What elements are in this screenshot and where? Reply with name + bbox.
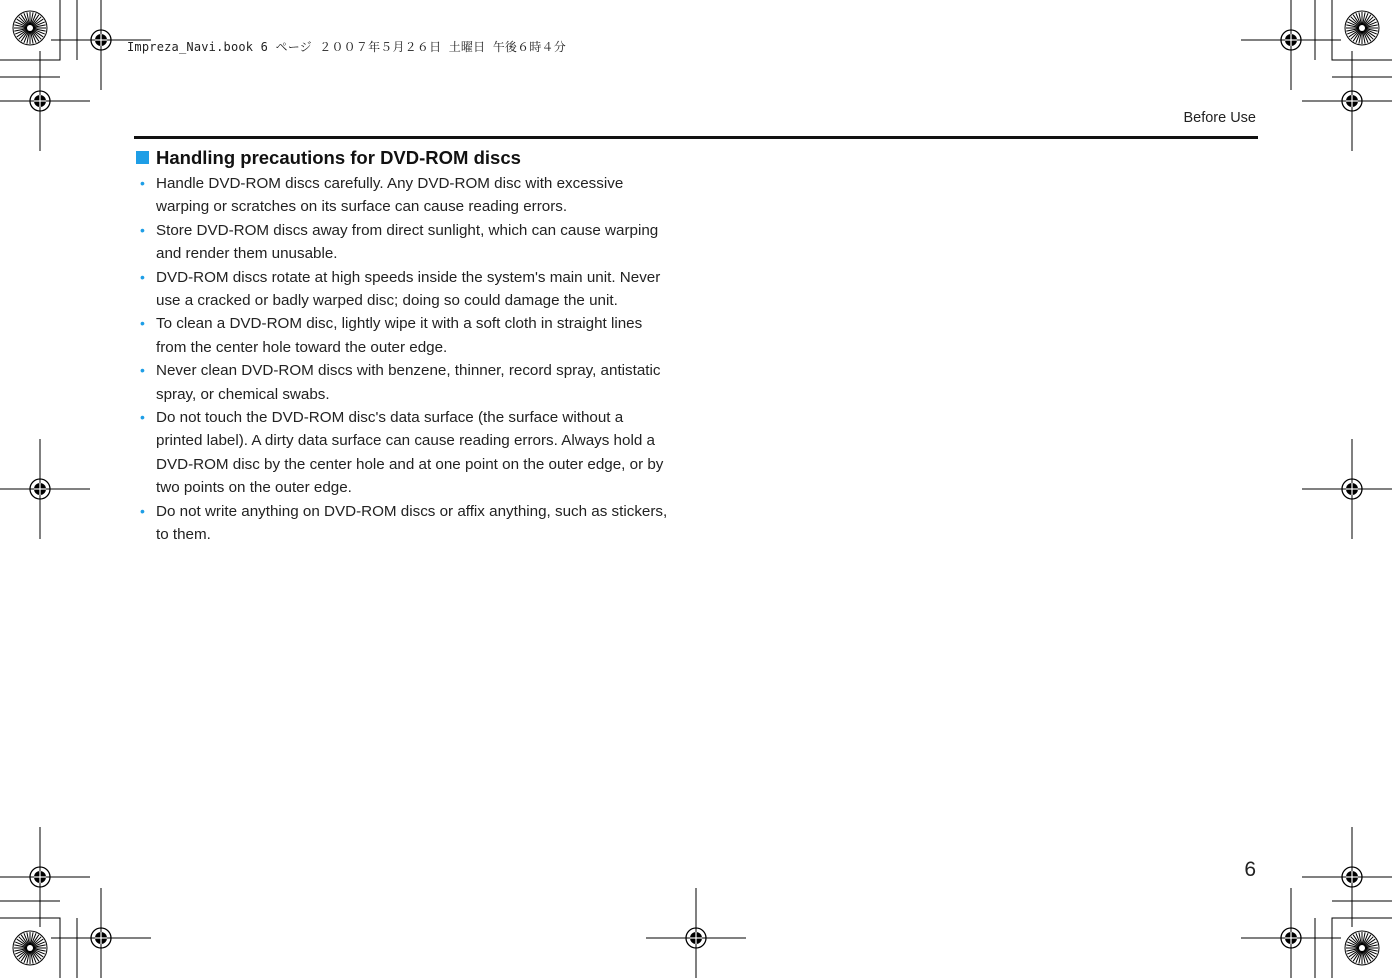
bullet-dot-icon: • bbox=[140, 315, 145, 332]
bullet-dot-icon: • bbox=[140, 502, 145, 519]
running-head: Before Use bbox=[1183, 110, 1256, 126]
list-item: • DVD-ROM discs rotate at high speeds inside the system's main unit. Never use a cracked or badly warped disc; doing so could damage the unit. bbox=[140, 266, 670, 313]
book-slug-line: Impreza_Navi.book 6 ページ ２００７年５月２６日 土曜日 午後６時４分 bbox=[127, 40, 566, 54]
bullet-dot-icon: • bbox=[140, 409, 145, 426]
list-item: • Never clean DVD-ROM discs with benzene, thinner, record spray, antistatic spray, or chemical swabs. bbox=[140, 359, 670, 406]
list-item: • Store DVD-ROM discs away from direct sunlight, which can cause warping and render them unusable. bbox=[140, 219, 670, 266]
page-number: 6 bbox=[1244, 858, 1256, 881]
list-item: • To clean a DVD-ROM disc, lightly wipe it with a soft cloth in straight lines from the center hole toward the outer edge. bbox=[140, 312, 670, 359]
section-heading bbox=[136, 147, 521, 169]
precautions-list bbox=[140, 172, 670, 547]
section-title-text: Handling precautions for DVD-ROM discs bbox=[156, 147, 521, 168]
bullet-dot-icon: • bbox=[140, 362, 145, 379]
header-rule bbox=[134, 136, 1258, 139]
list-item: • Do not write anything on DVD-ROM discs or affix anything, such as stickers, to them. bbox=[140, 500, 670, 547]
list-item: • Handle DVD-ROM discs carefully. Any DVD-ROM disc with excessive warping or scratches on its surface can cause reading errors. bbox=[140, 172, 670, 219]
list-item: • Do not touch the DVD-ROM disc's data surface (the surface without a printed label). A dirty data surface can cause reading errors. Always hold a DVD-ROM disc by the center hole and at one point on the outer edge, or by two points on the outer edge. bbox=[140, 406, 670, 500]
bullet-dot-icon: • bbox=[140, 175, 145, 191]
square-bullet-icon bbox=[136, 151, 149, 164]
bullet-dot-icon: • bbox=[140, 268, 145, 285]
bullet-dot-icon: • bbox=[140, 221, 145, 238]
